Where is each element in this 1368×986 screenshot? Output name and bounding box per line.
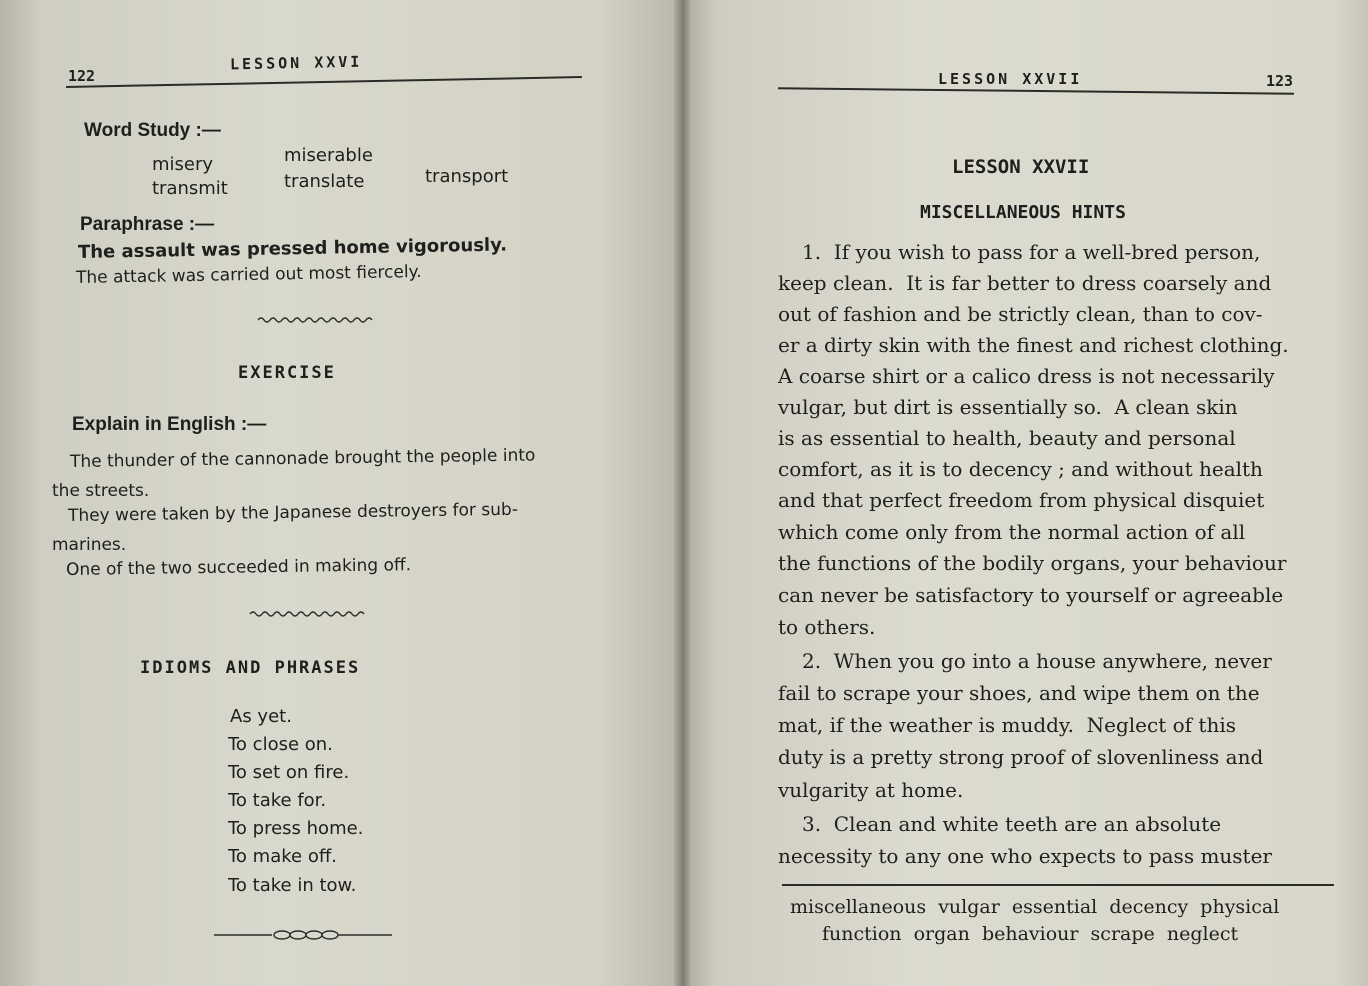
idiom-item: To set on fire.: [228, 762, 350, 783]
word-study-label: Word Study :—: [84, 120, 221, 141]
footnote-rule: [782, 884, 1334, 886]
word-study-word: misery: [152, 154, 214, 175]
word-study-word: miserable: [284, 145, 373, 166]
idiom-item: To make off.: [228, 846, 337, 867]
text-line: is as essential to health, beauty and personal: [778, 426, 1236, 450]
exercise-line: marines.: [52, 535, 127, 555]
book-gutter: [674, 0, 690, 986]
text-line: fail to scrape your shoes, and wipe them on the: [778, 681, 1260, 705]
word-study-word: transmit: [152, 178, 228, 199]
exercise-line: the streets.: [52, 481, 150, 501]
paraphrase-label: Paraphrase :—: [80, 214, 215, 235]
text-line: 3. Clean and white teeth are an absolute: [802, 812, 1222, 836]
lesson-subtitle: MISCELLANEOUS HINTS: [920, 202, 1126, 223]
text-line: 1. If you wish to pass for a well-bred person,: [802, 240, 1261, 264]
text-line: which come only from the normal action of all: [778, 520, 1246, 544]
paraphrase-answer: The attack was carried out most fiercely.: [75, 261, 422, 288]
left-page: [0, 0, 682, 986]
idiom-item: As yet.: [230, 706, 292, 727]
text-line: vulgar, but dirt is essentially so. A clean skin: [778, 395, 1238, 419]
word-study-word: translate: [284, 171, 365, 192]
text-line: vulgarity at home.: [778, 778, 964, 802]
ornament-divider: [212, 928, 394, 942]
text-line: out of fashion and be strictly clean, than to cov-: [778, 302, 1263, 326]
text-line: A coarse shirt or a calico dress is not necessarily: [778, 364, 1275, 388]
running-head-right: LESSON XXVII: [938, 70, 1083, 88]
paraphrase-sentence: The assault was pressed home vigorously.: [77, 234, 508, 263]
text-line: the functions of the bodily organs, your behaviour: [778, 551, 1287, 575]
word-study-word: transport: [425, 166, 509, 187]
idiom-item: To take in tow.: [228, 875, 357, 896]
text-line: keep clean. It is far better to dress coarsely and: [778, 271, 1272, 295]
vocabulary-line: function organ behaviour scrape neglect: [822, 923, 1239, 945]
vocabulary-line: miscellaneous vulgar essential decency physical: [790, 896, 1280, 918]
text-line: duty is a pretty strong proof of slovenliness and: [778, 745, 1264, 769]
wavy-divider: [256, 314, 376, 324]
header-rule-left: [66, 76, 582, 88]
idiom-item: To close on.: [228, 734, 333, 755]
text-line: mat, if the weather is muddy. Neglect of this: [778, 713, 1236, 737]
text-line: and that perfect freedom from physical disquiet: [778, 488, 1265, 512]
exercise-label: Explain in English :—: [72, 414, 267, 435]
idiom-item: To press home.: [228, 818, 364, 839]
idioms-heading: IDIOMS AND PHRASES: [140, 658, 361, 678]
text-line: to others.: [778, 615, 876, 639]
page-number-right: 123: [1266, 72, 1294, 90]
lesson-title: LESSON XXVII: [952, 156, 1090, 178]
exercise-line: One of the two succeeded in making off.: [65, 555, 412, 580]
exercise-heading: EXERCISE: [238, 363, 336, 383]
exercise-line: The thunder of the cannonade brought the people into: [69, 445, 536, 472]
text-line: comfort, as it is to decency ; and without health: [778, 457, 1263, 481]
text-line: 2. When you go into a house anywhere, never: [802, 649, 1272, 673]
right-page: [682, 0, 1368, 986]
text-line: er a dirty skin with the finest and richest clothing.: [778, 333, 1289, 357]
exercise-line: They were taken by the Japanese destroyers for sub-: [67, 499, 519, 526]
page-number-left: 122: [68, 67, 96, 85]
wavy-divider: [248, 608, 370, 618]
header-rule-right: [778, 87, 1294, 94]
running-head-left: LESSON XXVI: [229, 52, 363, 74]
text-line: can never be satisfactory to yourself or agreeable: [778, 583, 1284, 607]
text-line: necessity to any one who expects to pass muster: [778, 844, 1272, 868]
idiom-item: To take for.: [228, 790, 327, 811]
